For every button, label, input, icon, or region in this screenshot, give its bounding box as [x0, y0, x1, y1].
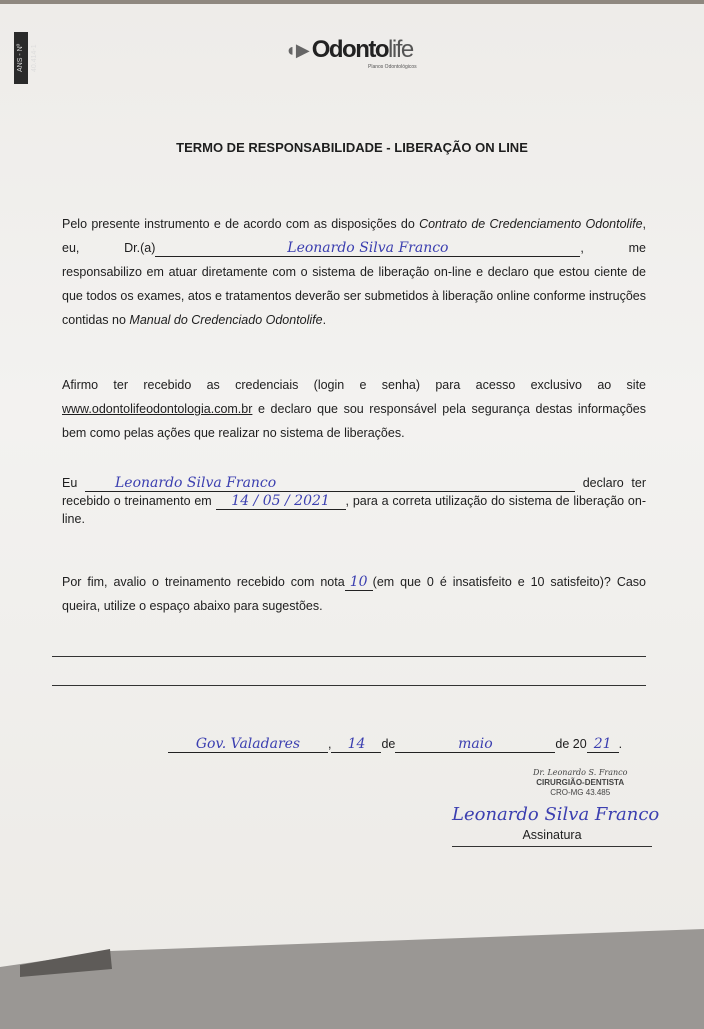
- side-code: ANS - Nº 40.414-1: [14, 32, 28, 84]
- professional-stamp: [533, 768, 627, 798]
- city-field: Gov. Valadares: [195, 736, 301, 752]
- odontolife-logo: [285, 36, 413, 64]
- logo-name: Odonto: [311, 36, 389, 63]
- stamp-registration: CRO-MG 43.485: [550, 788, 611, 797]
- site-link[interactable]: www.odontolifeodontologia.com.br: [62, 402, 253, 416]
- logo-name-suffix: life: [388, 36, 413, 63]
- text: ,: [580, 241, 584, 255]
- text: e declaro que sou responsável pela segurança destas informações bem como pelas ações que realizar no sistema de liberações.: [62, 402, 646, 440]
- footer-band: [0, 929, 704, 1029]
- text: .: [322, 313, 327, 327]
- trainee-name-field: Leonardo Silva Franco: [115, 475, 277, 491]
- text: Afirmo ter recebido as credenciais (login e senha) para acesso exclusivo ao site: [62, 378, 646, 392]
- paragraph-2: [62, 373, 646, 445]
- date-place-line: [168, 732, 668, 756]
- stamp-title: CIRURGIÃO-DENTISTA: [536, 778, 625, 787]
- training-date-field: 14 / 05 / 2021: [231, 493, 330, 509]
- signature-label: Assinatura: [452, 828, 652, 847]
- text: ,: [328, 737, 332, 751]
- text: , para a correta utilização do sistema de liberação on-line.: [62, 494, 647, 526]
- text: Eu: [62, 476, 85, 490]
- text: me responsabilizo em atuar diretamente com o sistema de liberação on-line e declaro que estou ciente de que todos os exames, atos e tratamentos deverão ser submetidos à liberação online conforme instruções contidas no: [62, 241, 646, 327]
- dentist-name-field: Leonardo Silva Franco: [287, 240, 449, 256]
- document-page: [0, 4, 704, 1024]
- suggestion-line: [52, 656, 646, 657]
- text: declaro ter recebido o treinamento em: [62, 476, 646, 508]
- footer-graphic: [0, 929, 704, 1029]
- month-field: maio: [458, 736, 493, 752]
- suggestion-line: [52, 685, 646, 686]
- paragraph-4: [62, 570, 646, 618]
- score-field: 10: [349, 574, 368, 590]
- text: Pelo presente instrumento e de acordo com as disposições do: [62, 217, 420, 231]
- contract-name: Contrato de Credenciamento Odontolife: [419, 217, 643, 231]
- logo-icon: ◖▶: [285, 39, 310, 60]
- text: de 20: [555, 737, 587, 751]
- document-title: TERMO DE RESPONSABILIDADE - LIBERAÇÃO ON LINE: [176, 140, 528, 155]
- paragraph-1: [62, 212, 646, 332]
- text: , eu, Dr.(a): [62, 217, 647, 255]
- text: (em que 0 é insatisfeito e 10 satisfeito)? Caso queira, utilize o espaço abaixo para sugestões.: [62, 575, 646, 613]
- logo-subtitle: Planos Odontológicos: [368, 64, 417, 70]
- manual-name: Manual do Credenciado Odontolife: [129, 313, 323, 327]
- text: Por fim, avalio o treinamento recebido com nota: [62, 575, 345, 589]
- signature: Leonardo Silva Franco: [452, 804, 660, 825]
- day-field: 14: [347, 736, 366, 752]
- stamp-name: Dr. Leonardo S. Franco: [533, 768, 628, 777]
- paragraph-3: [62, 474, 646, 528]
- text: de: [381, 737, 396, 751]
- year-field: 21: [593, 736, 612, 752]
- text: .: [618, 737, 623, 751]
